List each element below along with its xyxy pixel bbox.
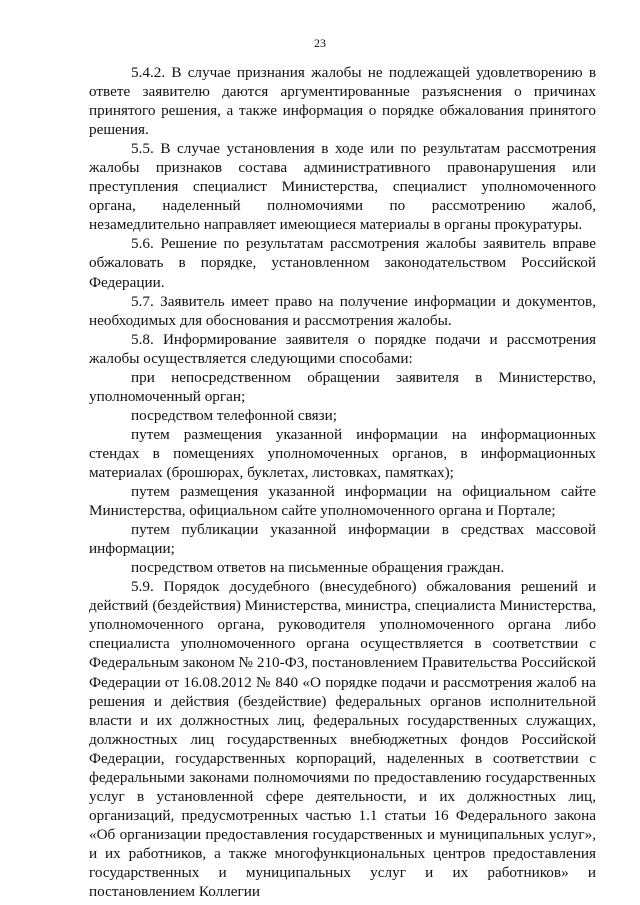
paragraph-5-5: 5.5. В случае установления в ходе или по результатам рассмотрения жалобы признаков состава административного правонарушения или преступления специалист Министерства, специалист уполномоченного органа, наделенный полномочиями по рассмотрению жалоб, незамедлительно направляет имеющиеся материалы в органы прокуратуры.	[89, 140, 596, 234]
paragraph-5-7: 5.7. Заявитель имеет право на получение информации и документов, необходимых для обоснования и рассмотрения жалобы.	[89, 292, 596, 329]
paragraph-5-9: 5.9. Порядок досудебного (внесудебного) обжалования решений и действий (бездействия) Министерства, министра, специалиста Министерства, уполномоченного органа, руководителя уполномоченного органа либо специалиста уполномоченного органа осуществляется в соответствии с Федеральным законом № 210-ФЗ, постановлением Правительства Российской Федерации от 16.08.2012 № 840 «О порядке подачи и рассмотрения жалоб на решения и действия (бездействие) федеральных органов исполнительной власти и их должностных лиц, федеральных государственных служащих, должностных лиц государственных внебюджетных фондов Российской Федерации, государственных корпораций, наделенных в соответствии с федеральными законами полномочиями по предоставлению государственных услуг в установленной сфере деятельности, и их должностных лиц, организаций, предусмотренных частью 1.1 статьи 16 Федерального закона «Об организации предоставления государственных и муниципальных услуг», и их работников, а также многофункциональных центров предоставления государственных и муниципальных услуг и их работников» и постановлением Коллегии	[89, 578, 596, 901]
list-item-telephone: посредством телефонной связи;	[131, 406, 337, 424]
page-number: 23	[314, 36, 326, 50]
list-item-written-replies: посредством ответов на письменные обращения граждан.	[131, 559, 505, 577]
list-item-mass-media: путем публикации указанной информации в средствах массовой информации;	[89, 521, 596, 558]
paragraph-5-8: 5.8. Информирование заявителя о порядке подачи и рассмотрения жалобы осуществляется следующими способами:	[89, 330, 596, 367]
list-item-official-website: путем размещения указанной информации на официальном сайте Министерства, официальном сайте уполномоченного органа и Портале;	[89, 483, 596, 520]
paragraph-5-4-2: 5.4.2. В случае признания жалобы не подлежащей удовлетворению в ответе заявителю даются аргументированные разъяснения о причинах принятого решения, а также информация о порядке обжалования принятого решения.	[89, 64, 596, 139]
list-item-direct-appeal: при непосредственном обращении заявителя в Министерство, уполномоченный орган;	[89, 368, 596, 405]
list-item-info-stands: путем размещения указанной информации на информационных стендах в помещениях уполномоченных органов, в информационных материалах (брошюрах, буклетах, листовках, памятках);	[89, 425, 596, 481]
document-body	[89, 63, 596, 901]
paragraph-5-6: 5.6. Решение по результатам рассмотрения жалобы заявитель вправе обжаловать в порядке, установленном законодательством Российской Федерации.	[89, 235, 596, 291]
